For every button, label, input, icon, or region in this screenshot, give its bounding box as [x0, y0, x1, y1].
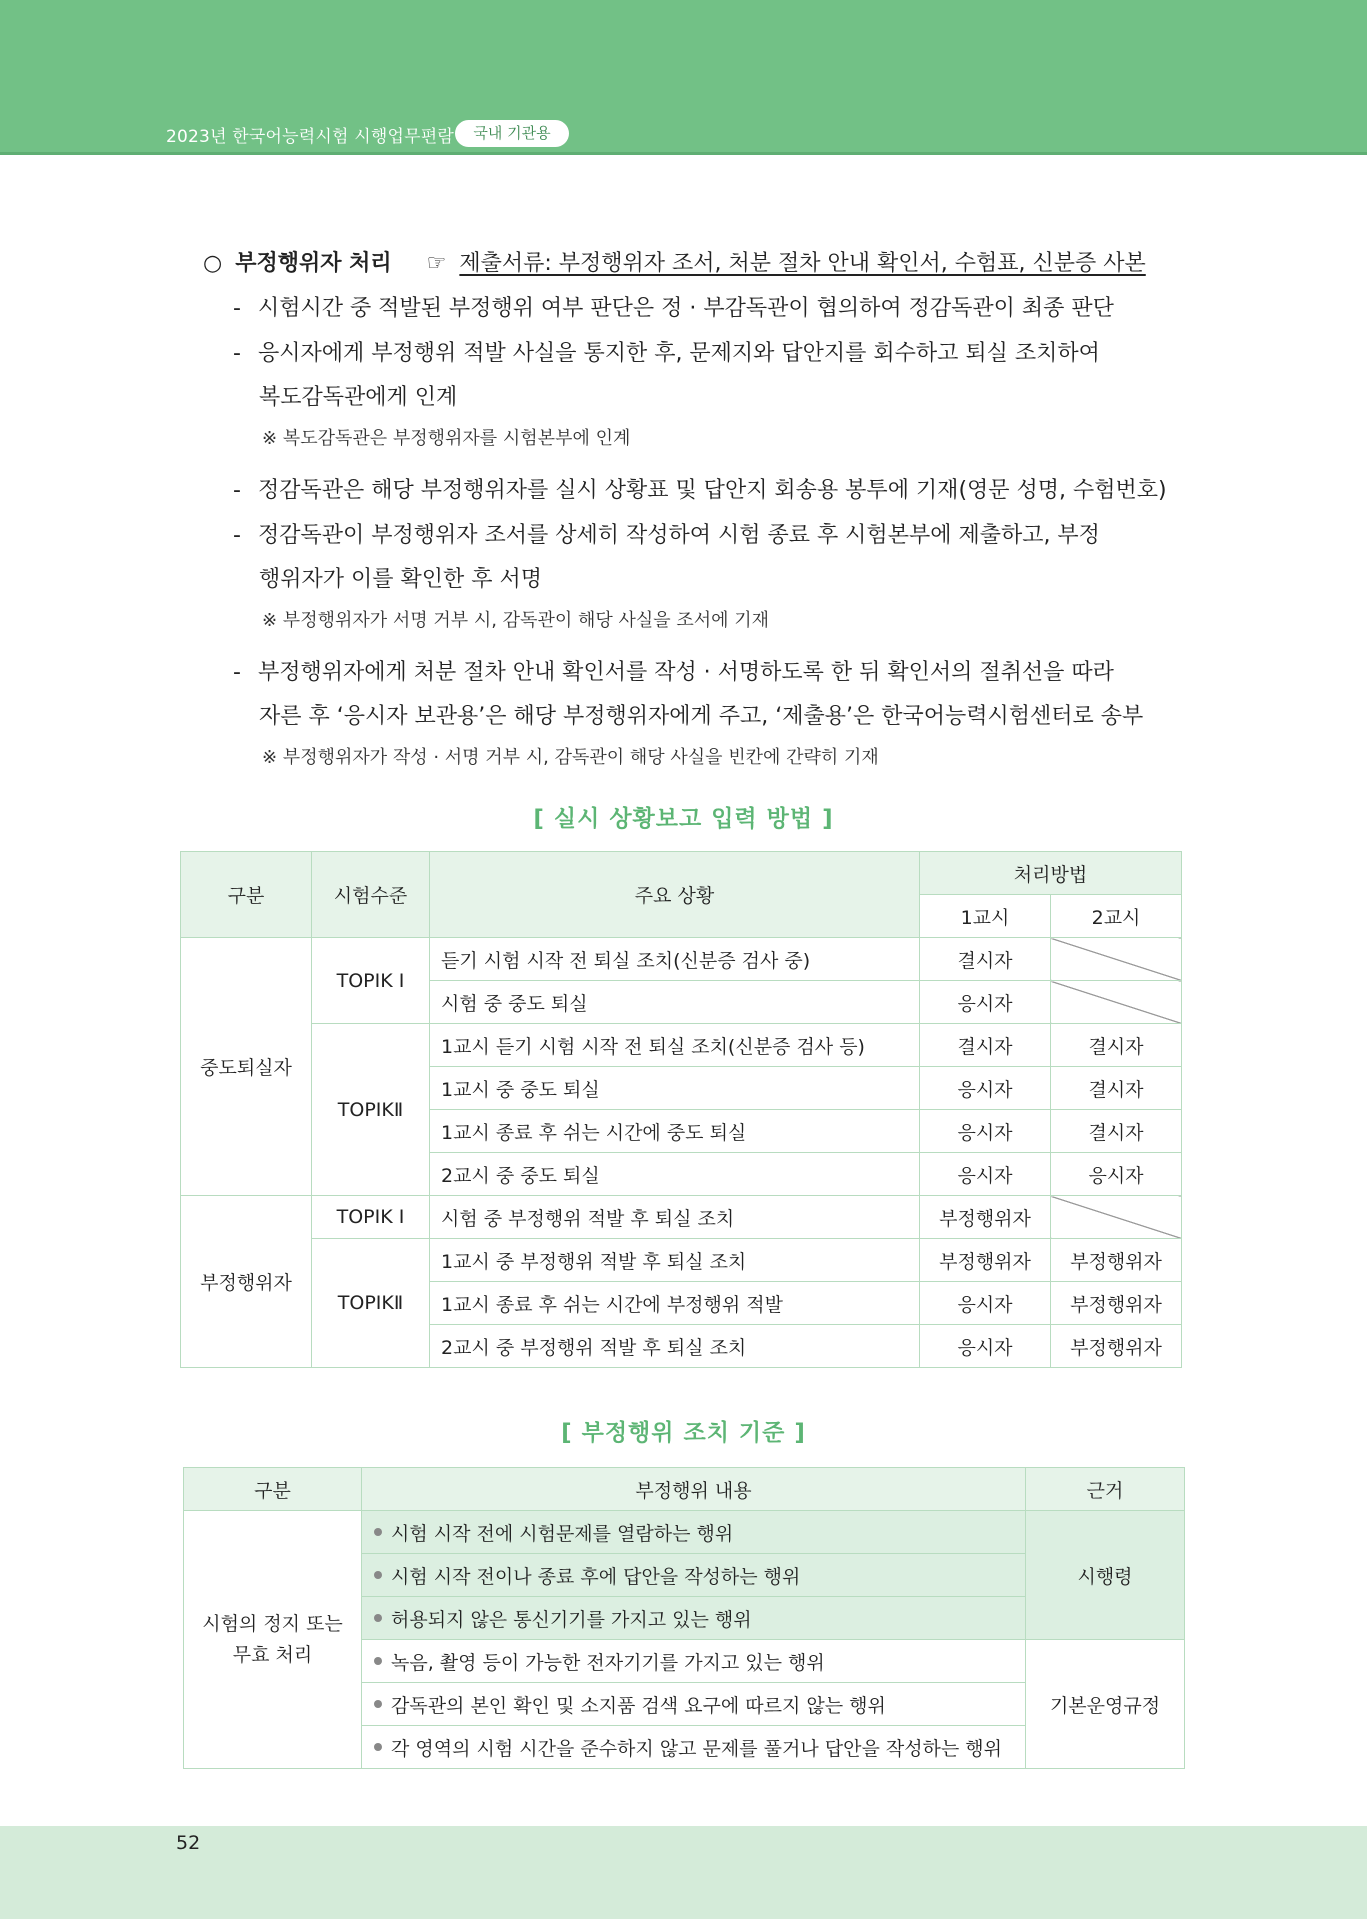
- table-row: 중도퇴실자 TOPIK Ⅰ 듣기 시험 시작 전 퇴실 조치(신분증 검사 중) 결시자: [181, 938, 1182, 981]
- bullet-dot-icon: [374, 1571, 382, 1579]
- table-row: TOPIKⅡ 1교시 중 부정행위 적발 후 퇴실 조치 부정행위자 부정행위자: [181, 1239, 1182, 1282]
- level-topik2: TOPIKⅡ: [312, 1239, 430, 1368]
- empty-diagonal-cell: [1051, 1196, 1182, 1239]
- list-item: - 시험시간 중 적발된 부정행위 여부 판단은 정 · 부감독관이 협의하여 정감독관이 최종 판단: [233, 296, 1114, 321]
- table-row: TOPIKⅡ 1교시 듣기 시험 시작 전 퇴실 조치(신분증 검사 등) 결시자 결시자: [181, 1024, 1182, 1067]
- section-title: 부정행위자 처리: [235, 251, 392, 276]
- page-number: 52: [176, 1832, 201, 1854]
- basis-rules: 기본운영규정: [1026, 1640, 1185, 1769]
- empty-diagonal-cell: [1051, 938, 1182, 981]
- footer-band: [0, 1826, 1367, 1919]
- table2-title: [ 부정행위 조치 기준 ]: [561, 1420, 806, 1446]
- list-note: ※ 부정행위자가 서명 거부 시, 감독관이 해당 사실을 조서에 기재: [262, 610, 769, 631]
- empty-diagonal-cell: [1051, 981, 1182, 1024]
- header-period1: 1교시: [920, 895, 1051, 938]
- section-bullet: ○: [203, 251, 223, 276]
- pointing-hand-icon: ☞: [426, 251, 447, 276]
- status-report-table: [180, 851, 1182, 1368]
- table-row: 1교시 중 중도 퇴실 응시자 결시자: [181, 1067, 1182, 1110]
- list-item: - 정감독관이 부정행위자 조서를 상세히 작성하여 시험 종료 후 시험본부에 제출하고, 부정: [233, 523, 1100, 548]
- table-row: 시험 시작 전이나 종료 후에 답안을 작성하는 행위: [184, 1554, 1185, 1597]
- bullet-dot-icon: [374, 1700, 382, 1708]
- running-header-title: 2023년 한국어능력시험 시행업무편람: [166, 127, 454, 147]
- table-row: 각 영역의 시험 시간을 준수하지 않고 문제를 풀거나 답안을 작성하는 행위: [184, 1726, 1185, 1769]
- bullet-dot-icon: [374, 1614, 382, 1622]
- misconduct-criteria-table: [183, 1467, 1185, 1769]
- list-item-continuation: 복도감독관에게 인계: [259, 385, 458, 410]
- list-item: - 응시자에게 부정행위 적발 사실을 통지한 후, 문제지와 답안지를 회수하고 퇴실 조치하여: [233, 341, 1100, 366]
- bullet-dot-icon: [374, 1528, 382, 1536]
- table1-title: [ 실시 상황보고 입력 방법 ]: [533, 806, 834, 832]
- bullet-dot-icon: [374, 1743, 382, 1751]
- table-row: 2교시 중 중도 퇴실 응시자 응시자: [181, 1153, 1182, 1196]
- table-row: 부정행위자 TOPIK Ⅰ 시험 중 부정행위 적발 후 퇴실 조치 부정행위자: [181, 1196, 1182, 1239]
- bullet-dot-icon: [374, 1657, 382, 1665]
- table-row: 1교시 종료 후 쉬는 시간에 부정행위 적발 응시자 부정행위자: [181, 1282, 1182, 1325]
- level-topik1: TOPIK Ⅰ: [312, 938, 430, 1024]
- table-row: 시험의 정지 또는 무효 처리 시험 시작 전에 시험문제를 열람하는 행위 시행령: [184, 1511, 1185, 1554]
- table-row: 2교시 중 부정행위 적발 후 퇴실 조치 응시자 부정행위자: [181, 1325, 1182, 1368]
- level-topik2: TOPIKⅡ: [312, 1024, 430, 1196]
- table-row: 1교시 종료 후 쉬는 시간에 중도 퇴실 응시자 결시자: [181, 1110, 1182, 1153]
- list-note: ※ 부정행위자가 작성 · 서명 거부 시, 감독관이 해당 사실을 빈칸에 간략히 기재: [262, 747, 879, 768]
- header-level: 시험수준: [312, 852, 430, 938]
- group-cheater: 부정행위자: [181, 1196, 312, 1368]
- header-basis: 근거: [1026, 1468, 1185, 1511]
- table-row: 녹음, 촬영 등이 가능한 전자기기를 가지고 있는 행위 기본운영규정: [184, 1640, 1185, 1683]
- header-situation: 주요 상황: [430, 852, 920, 938]
- table-row: 시험 중 중도 퇴실 응시자: [181, 981, 1182, 1024]
- table-row: 허용되지 않은 통신기기를 가지고 있는 행위: [184, 1597, 1185, 1640]
- section-heading: [203, 246, 1146, 277]
- basis-decree: 시행령: [1026, 1511, 1185, 1640]
- header-category: 구분: [184, 1468, 362, 1511]
- header-period2: 2교시: [1051, 895, 1182, 938]
- header-divider: [0, 152, 1367, 155]
- list-item: - 정감독관은 해당 부정행위자를 실시 상황표 및 답안지 회송용 봉투에 기재(영문 성명, 수험번호): [233, 478, 1167, 503]
- list-item-continuation: 자른 후 ‘응시자 보관용’은 해당 부정행위자에게 주고, ‘제출용’은 한국어능력시험센터로 송부: [259, 704, 1144, 729]
- header-content: 부정행위 내용: [362, 1468, 1026, 1511]
- header-category: 구분: [181, 852, 312, 938]
- running-header-badge: 국내 기관용: [455, 120, 569, 147]
- group-dropout: 중도퇴실자: [181, 938, 312, 1196]
- level-topik1: TOPIK Ⅰ: [312, 1196, 430, 1239]
- table-row: 감독관의 본인 확인 및 소지품 검색 요구에 따르지 않는 행위: [184, 1683, 1185, 1726]
- list-item-continuation: 행위자가 이를 확인한 후 서명: [259, 567, 542, 592]
- list-item: - 부정행위자에게 처분 절차 안내 확인서를 작성 · 서명하도록 한 뒤 확인서의 절취선을 따라: [233, 660, 1114, 685]
- list-note: ※ 복도감독관은 부정행위자를 시험본부에 인계: [262, 428, 631, 449]
- category-cell: 시험의 정지 또는 무효 처리: [184, 1511, 362, 1769]
- submission-docs: 제출서류: 부정행위자 조서, 처분 절차 안내 확인서, 수험표, 신분증 사본: [459, 251, 1146, 276]
- header-method: 처리방법: [920, 852, 1182, 895]
